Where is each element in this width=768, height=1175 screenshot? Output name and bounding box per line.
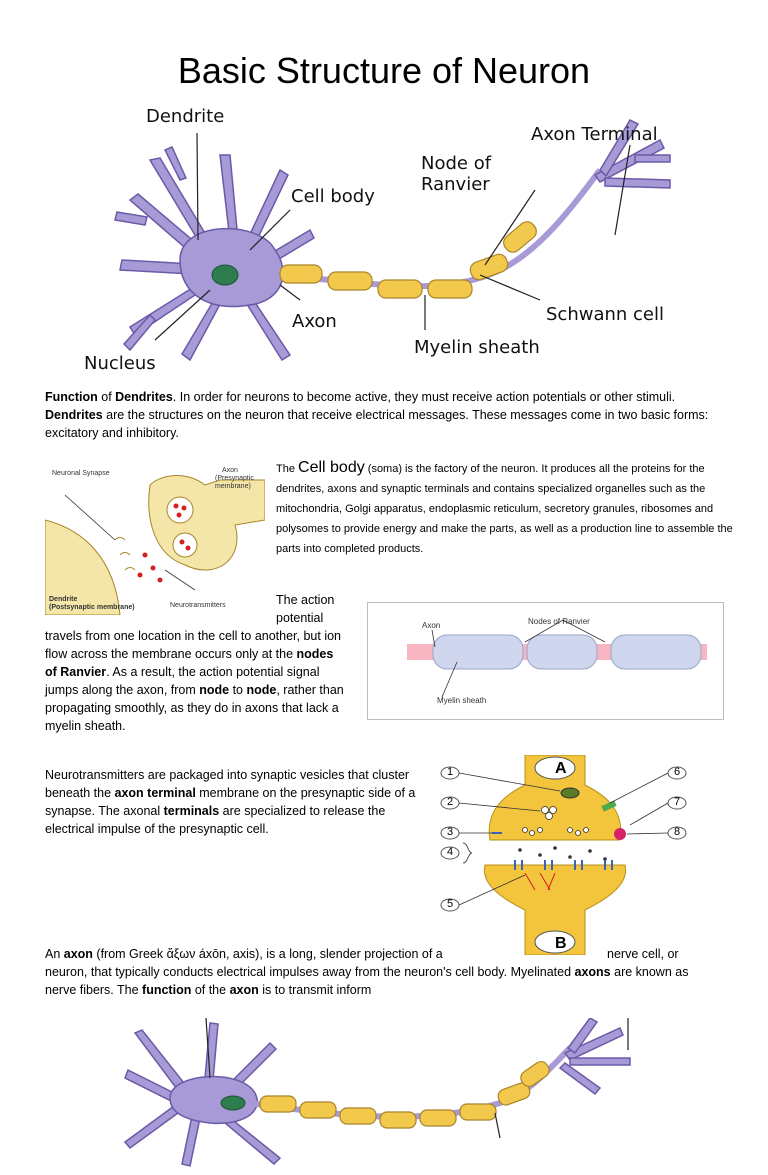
label-ranvier-axon: Axon bbox=[422, 621, 441, 630]
label-myelin-sheath: Myelin sheath bbox=[414, 337, 540, 358]
page-title: Basic Structure of Neuron bbox=[177, 50, 591, 91]
num-1: 1 bbox=[447, 766, 454, 778]
label-b: B bbox=[555, 935, 567, 952]
num-2: 2 bbox=[447, 796, 454, 808]
label-ranvier-nodes: Nodes of Ranvier bbox=[528, 617, 590, 626]
paragraph-cell-body: The Cell body (soma) is the factory of the neuron. It produces all the proteins for the dendrites, axons and synaptic terminals and contains specialized organelles such as the mitochondria, Golgi apparatus, endoplasmic reticulum, secretory granules, ribosomes and polysomes to provide energy and make the parts, as well as a production line to assemble the parts into completed products. bbox=[276, 459, 733, 555]
num-4: 4 bbox=[447, 846, 454, 858]
term-axon: axon bbox=[63, 947, 93, 961]
term-axon-2: axon bbox=[229, 983, 259, 997]
num-3: 3 bbox=[447, 826, 454, 838]
action-potential-line2: potential bbox=[276, 611, 324, 625]
term-function-2: function bbox=[142, 983, 192, 997]
term-axon-terminal: axon terminal bbox=[114, 786, 196, 800]
paragraph-axon: nerve cell, or neuron, that typically conducts electrical impulses away from the neuron's cell body. Myelinated axons are known as nerve fibers. The function of the axon is to transmit inform bbox=[45, 947, 689, 997]
myelin-sheaths bbox=[280, 219, 540, 298]
num-6: 6 bbox=[674, 766, 681, 778]
label-a: A bbox=[555, 760, 567, 777]
label-axon-presyn-3: membrane) bbox=[215, 483, 251, 490]
term-node: node bbox=[199, 683, 230, 697]
label-axon-presyn-1: Axon bbox=[222, 467, 238, 474]
paragraph-neurotransmitters: Neurotransmitters are packaged into synaptic vesicles that cluster beneath the axon terminal membrane on the presynaptic side of a synapse. The axonal terminals are specialized to release the electrical impulse of the presynaptic cell. bbox=[45, 768, 416, 836]
term-dendrites-2: Dendrites bbox=[45, 408, 103, 422]
term-terminals: terminals bbox=[163, 804, 220, 818]
term-cell-body: Cell body bbox=[298, 459, 365, 476]
paragraph-axon-line1: An axon (from Greek ἄξων áxōn, axis), is a long, slender projection of a bbox=[45, 947, 443, 961]
label-axon: Axon bbox=[292, 311, 337, 332]
neuron-diagram-2 bbox=[120, 1018, 640, 1168]
term-nodes-of-ranvier: nodes of Ranvier bbox=[45, 647, 334, 679]
action-potential-line1: The action bbox=[276, 593, 335, 607]
label-cell-body: Cell body bbox=[291, 186, 375, 207]
label-dendrite-small: Dendrite bbox=[49, 596, 78, 603]
paragraph-action-potential: travels from one location in the cell to another, but ion flow across the membrane occurs only at the nodes of Ranvier. As a result, the action potential signal jumps along the axon, from node to node, rather than propagating smoothly, as they do in axons that lack a myelin sheath. bbox=[45, 629, 344, 733]
num-8: 8 bbox=[674, 826, 681, 838]
term-node-2: node bbox=[246, 683, 277, 697]
nucleus bbox=[212, 265, 238, 285]
label-ranvier-myelin: Myelin sheath bbox=[437, 696, 487, 705]
label-ranvier: Ranvier bbox=[421, 174, 490, 195]
synapse-ab-figure bbox=[430, 755, 700, 955]
num-5: 5 bbox=[447, 898, 454, 910]
term-axons: axons bbox=[574, 965, 611, 979]
label-dendrite: Dendrite bbox=[146, 106, 225, 127]
label-postsynaptic: (Postsynaptic membrane) bbox=[49, 604, 135, 611]
label-schwann-cell: Schwann cell bbox=[546, 304, 664, 325]
paragraph-dendrites: Function of Dendrites. In order for neurons to become active, they must receive action potentials or other stimuli. Dendrites are the structures on the neuron that receive electrical messages. These messages come in two basic forms: excitatory and inhibitory. bbox=[45, 390, 709, 440]
label-node-of: Node of bbox=[421, 153, 492, 174]
label-neurotransmitters: Neurotransmitters bbox=[170, 602, 226, 609]
label-axon-terminal: Axon Terminal bbox=[531, 124, 658, 145]
label-nucleus: Nucleus bbox=[84, 353, 156, 374]
term-dendrites: Dendrites bbox=[115, 390, 173, 404]
term-function: Function bbox=[45, 390, 98, 404]
label-neuronal-synapse: Neuronal Synapse bbox=[52, 470, 110, 477]
num-7: 7 bbox=[674, 796, 681, 808]
label-axon-presyn-2: (Presynaptic bbox=[215, 475, 254, 482]
